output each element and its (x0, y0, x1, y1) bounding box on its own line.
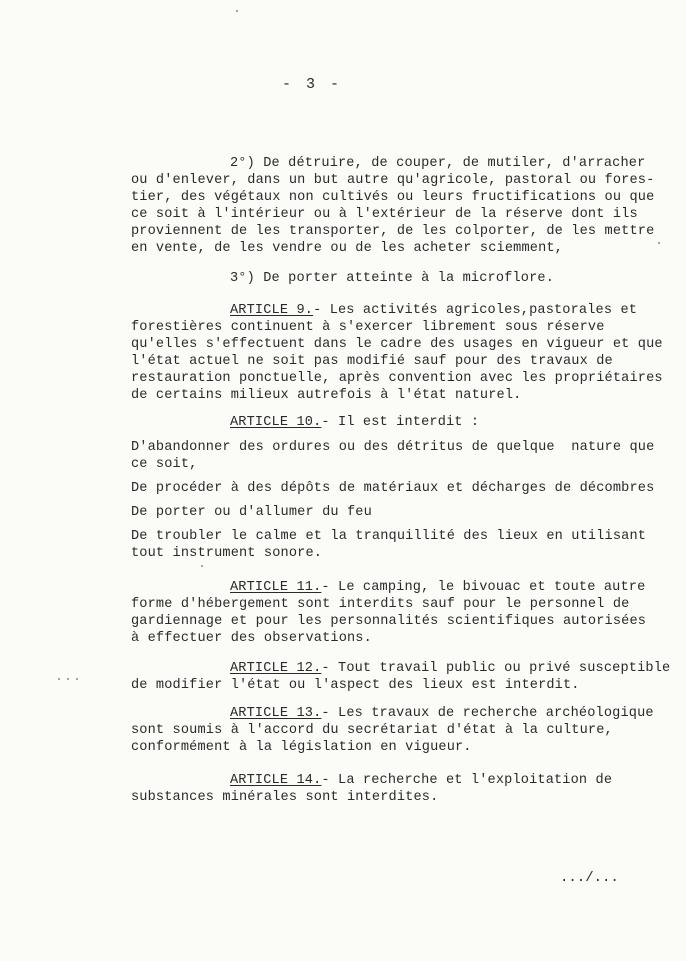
article-13-line-3: conformément à la législation en vigueur. (131, 740, 472, 755)
article-10-item-1-b: ce soit, (131, 457, 198, 472)
p2-line-5: proviennent de les transporter, de les colporter, de les mettre (131, 224, 655, 239)
article-12-first-line: - Tout travail public ou privé susceptible (321, 661, 671, 676)
article-13-line-2: sont soumis à l'accord du secrétariat d'état à la culture, (131, 723, 613, 738)
article-9-line-4: l'état actuel ne soit pas modifié sauf pour des travaux de (131, 354, 613, 369)
scan-speck (658, 242, 660, 244)
article-10-first-line: - Il est interdit : (321, 415, 480, 430)
p2-line-2: ou d'enlever, dans un but autre qu'agricole, pastoral ou fores- (131, 173, 655, 188)
article-14-first-line: - La recherche et l'exploitation de (321, 773, 613, 788)
article-12-line-2: de modifier l'état ou l'aspect des lieux est interdit. (131, 678, 580, 693)
article-9-line-6: de certains milieux autrefois à l'état naturel. (131, 388, 522, 403)
article-10-item-4-b: tout instrument sonore. (131, 546, 323, 561)
page-number: - 3 - (282, 76, 343, 93)
p2-line-6: en vente, de les vendre ou de les acheter sciemment, (131, 241, 563, 256)
continuation-mark: .../... (560, 870, 619, 886)
article-9-label: ARTICLE 9. (230, 303, 314, 318)
article-13-first-line: - Les travaux de recherche archéologique (321, 706, 654, 721)
scan-speck (201, 565, 203, 567)
scan-speck (76, 678, 78, 680)
article-10-item-2: De procéder à des dépôts de matériaux et décharges de décombres (131, 481, 655, 496)
scan-speck (236, 10, 238, 12)
article-11-label: ARTICLE 11. (230, 580, 322, 595)
scan-speck (67, 678, 69, 680)
article-11-heading (230, 580, 645, 596)
article-14-line-2: substances minérales sont interdites. (131, 790, 439, 805)
article-10-item-1-a: D'abandonner des ordures ou des détritus de quelque nature que (131, 440, 655, 455)
scan-speck (58, 678, 60, 680)
article-10-item-4-a: De troubler le calme et la tranquillité des lieux en utilisant (131, 529, 647, 544)
article-10-label: ARTICLE 10. (230, 415, 322, 430)
article-14-heading (230, 773, 612, 789)
article-14-label: ARTICLE 14. (230, 773, 322, 788)
article-12-label: ARTICLE 12. (230, 661, 322, 676)
article-9-line-2: forestières continuent à s'exercer librement sous réserve (131, 320, 605, 335)
article-9-first-line: - Les activités agricoles,pastorales et (313, 303, 638, 318)
p2-line-1: 2°) De détruire, de couper, de mutiler, d'arracher (230, 156, 646, 171)
article-10-heading (230, 415, 479, 431)
article-11-first-line: - Le camping, le bivouac et toute autre (321, 580, 646, 595)
article-9-heading (230, 303, 637, 319)
article-11-line-4: à effectuer des observations. (131, 631, 372, 646)
article-12-heading (230, 661, 670, 677)
p2-line-4: ce soit à l'intérieur ou à l'extérieur de la réserve dont ils (131, 207, 638, 222)
article-13-label: ARTICLE 13. (230, 706, 322, 721)
article-9-line-5: restauration ponctuelle, après convention avec les propriétaires (131, 371, 663, 386)
article-10-item-3: De porter ou d'allumer du feu (131, 505, 372, 520)
article-11-line-2: forme d'hébergement sont interdits sauf pour le personnel de (131, 597, 630, 612)
article-13-heading (230, 706, 654, 722)
p3-line: 3°) De porter atteinte à la microflore. (230, 271, 554, 286)
article-9-line-3: qu'elles s'effectuent dans le cadre des usages en vigueur et que (131, 337, 663, 352)
article-11-line-3: gardiennage et pour les personnalités scientifiques autorisées (131, 614, 647, 629)
p2-line-3: tier, des végétaux non cultivés ou leurs fructifications ou que (131, 190, 655, 205)
